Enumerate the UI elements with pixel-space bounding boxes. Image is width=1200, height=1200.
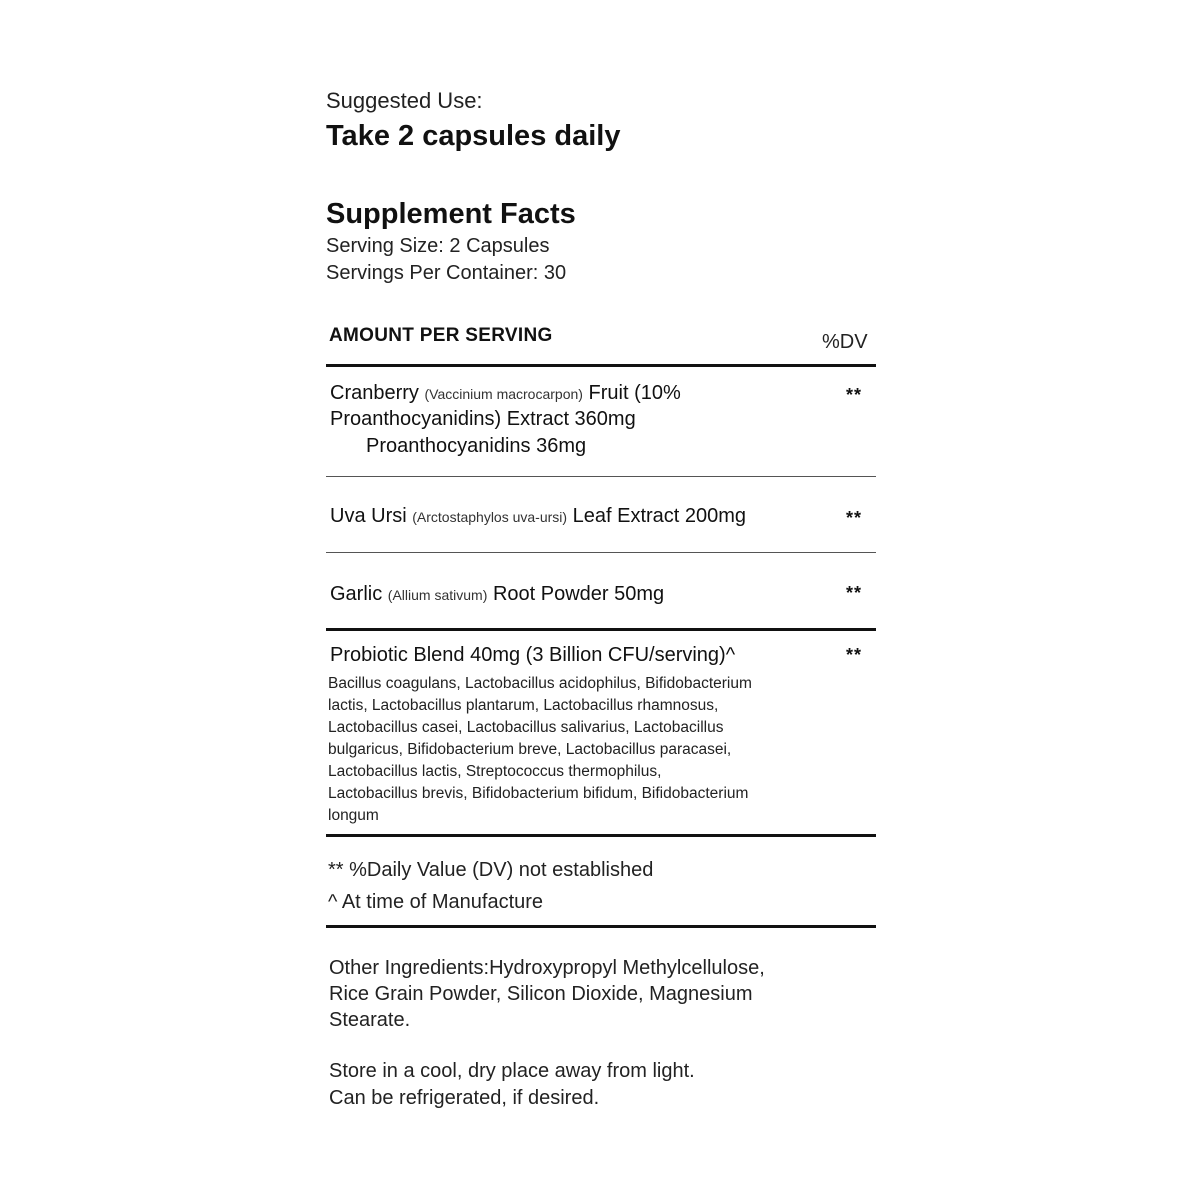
servings-per-container: Servings Per Container: 30	[326, 262, 567, 284]
uva-ursi-scientific-name: (Arctostaphylos uva-ursi)	[412, 509, 568, 525]
cranberry-scientific-name: (Vaccinium macrocarpon)	[424, 386, 583, 402]
uva-ursi-dv: **	[846, 508, 863, 528]
proanthocyanidins-sub-row: Proanthocyanidins 36mg	[366, 435, 587, 457]
garlic-scientific-name: (Allium sativum)	[387, 587, 488, 603]
storage-instructions	[329, 1058, 695, 1112]
footnote-divider	[326, 925, 876, 928]
other-ingredients-line: Rice Grain Powder, Silicon Dioxide, Magnesium	[329, 983, 753, 1005]
uva-ursi-name: Uva Ursi	[330, 505, 407, 527]
supplement-facts-title: Supplement Facts	[326, 198, 576, 230]
storage-line: Can be refrigerated, if desired.	[329, 1087, 600, 1109]
dv-footnote: ** %Daily Value (DV) not established	[328, 859, 654, 881]
cranberry-name: Cranberry	[330, 382, 419, 404]
uva-ursi-rest: Leaf Extract 200mg	[572, 505, 747, 527]
strain-line: lactis, Lactobacillus plantarum, Lactobacillus rhamnosus,	[328, 697, 719, 714]
cranberry-rest: Fruit (10%	[588, 382, 681, 404]
cranberry-line-2: Proanthocyanidins) Extract 360mg	[330, 408, 636, 430]
header-divider	[326, 364, 876, 367]
garlic-rest: Root Powder 50mg	[492, 583, 665, 605]
other-ingredients	[329, 955, 869, 1033]
cranberry-dv: **	[846, 385, 863, 405]
garlic-name: Garlic	[330, 583, 383, 605]
row-divider	[326, 628, 876, 631]
probiotic-blend-name: Probiotic Blend 40mg (3 Billion CFU/serving)^	[330, 644, 736, 666]
suggested-use-text: Take 2 capsules daily	[326, 120, 621, 152]
storage-line: Store in a cool, dry place away from light.	[329, 1060, 695, 1082]
garlic-row	[330, 583, 664, 606]
row-divider	[326, 552, 876, 553]
probiotic-strain-list	[328, 673, 848, 827]
probiotic-blend-dv: **	[846, 645, 863, 665]
strain-line: longum	[328, 807, 379, 824]
suggested-use-label: Suggested Use:	[326, 88, 483, 113]
amount-per-serving-header: AMOUNT PER SERVING	[329, 325, 553, 346]
row-divider	[326, 476, 876, 477]
row-divider	[326, 834, 876, 837]
manufacture-footnote: ^ At time of Manufacture	[328, 891, 544, 913]
strain-line: Lactobacillus brevis, Bifidobacterium bifidum, Bifidobacterium	[328, 785, 749, 802]
strain-line: Lactobacillus casei, Lactobacillus salivarius, Lactobacillus	[328, 719, 724, 736]
strain-line: Lactobacillus lactis, Streptococcus thermophilus,	[328, 763, 662, 780]
cranberry-line-1	[330, 382, 681, 405]
other-ingredients-line: Stearate.	[329, 1009, 411, 1031]
serving-size: Serving Size: 2 Capsules	[326, 235, 550, 257]
strain-line: bulgaricus, Bifidobacterium breve, Lactobacillus paracasei,	[328, 741, 732, 758]
other-ingredients-line: Other Ingredients:Hydroxypropyl Methylcellulose,	[329, 957, 765, 979]
uva-ursi-row	[330, 505, 746, 528]
garlic-dv: **	[846, 583, 863, 603]
strain-line: Bacillus coagulans, Lactobacillus acidophilus, Bifidobacterium	[328, 675, 752, 692]
dv-header: %DV	[822, 331, 868, 353]
